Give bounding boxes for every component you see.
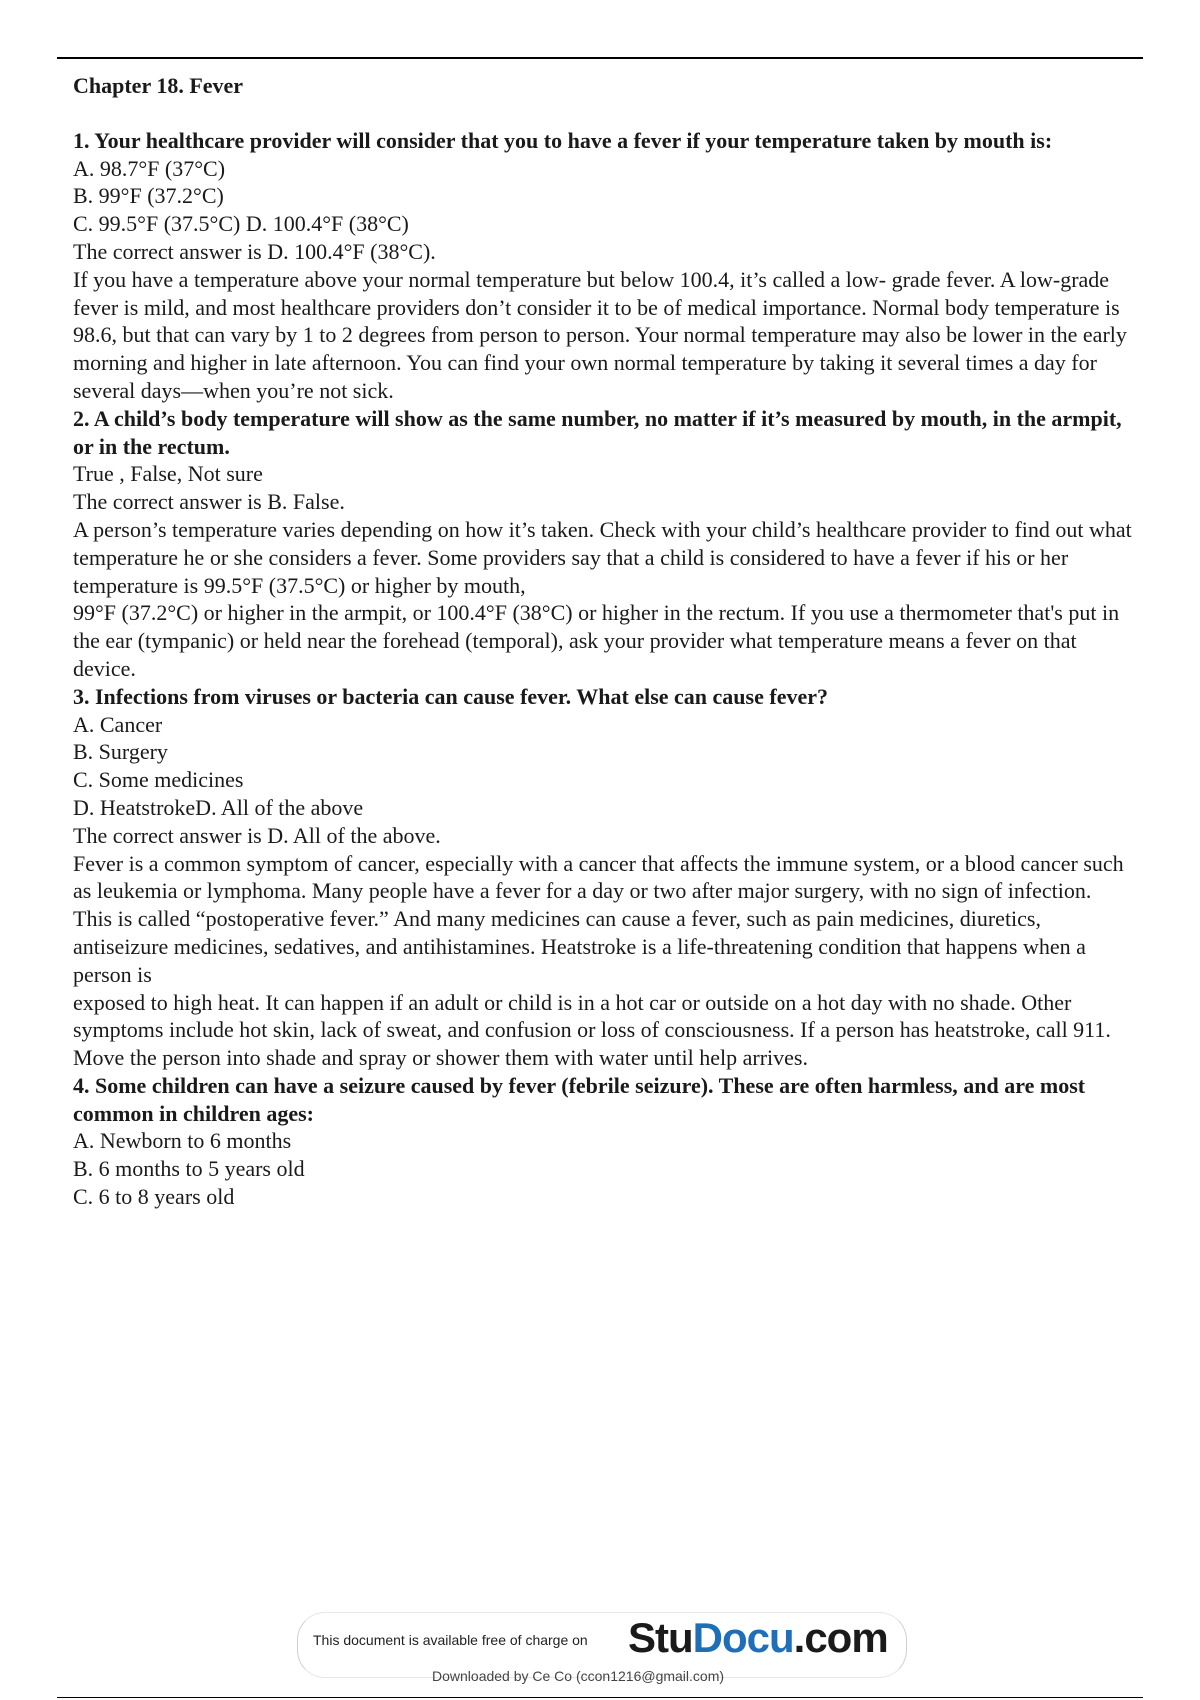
q1-option-a: A. 98.7°F (37°C) [73, 155, 226, 181]
question-1: 1. Your healthcare provider will consider that you to have a fever if your temperature taken by mouth is: [73, 127, 1053, 153]
q3-explanation-1: Fever is a common symptom of cancer, especially with a cancer that affects the immune system, or a blood cancer such as leukemia or lymphoma. Many people have a fever for a day or two after major surgery, with no sign of infection. This is called “postoperative fever.” And many medicines can cause a fever, such as pain medicines, diuretics, antiseizure medicines, sedatives, and antihistamines. Heatstroke is a life-threatening condition that happens when a person is [73, 850, 1124, 987]
chapter-title: Chapter 18. Fever [73, 73, 244, 98]
q2-answer: The correct answer is B. False. [73, 489, 345, 515]
download-note: Downloaded by Ce Co (ccon1216@gmail.com) [432, 1668, 725, 1684]
bottom-rule [57, 1697, 1143, 1698]
q1-option-c-d: C. 99.5°F (37.5°C) D. 100.4°F (38°C) [73, 211, 409, 237]
q1-option-b: B. 99°F (37.2°C) [73, 183, 224, 209]
q3-option-b: B. Surgery [73, 739, 168, 765]
top-rule [57, 57, 1143, 59]
q4-option-c: C. 6 to 8 years old [73, 1184, 235, 1210]
document-body [73, 72, 1133, 1211]
q4-option-a: A. Newborn to 6 months [73, 1128, 292, 1154]
question-4: 4. Some children can have a seizure caused by fever (febrile seizure). These are often harmless, and are most common in children ages: [73, 1072, 1086, 1126]
logo-stu: Stu [628, 1614, 693, 1661]
studocu-logo[interactable] [628, 1614, 888, 1662]
question-2: 2. A child’s body temperature will show as the same number, no matter if it’s measured by mouth, in the armpit, or in the rectum. [73, 405, 1122, 459]
q3-option-a: A. Cancer [73, 711, 163, 737]
logo-com: .com [793, 1614, 888, 1661]
footer-available-text: This document is available free of charge on [313, 1632, 588, 1648]
q1-explanation: If you have a temperature above your normal temperature but below 100.4, it’s called a low- grade fever. A low-grade fever is mild, and most healthcare providers don’t consider it to be of medical importance. Normal body temperature is 98.6, but that can vary by 1 to 2 degrees from person to person. Your normal temperature may also be lower in the early morning and higher in late afternoon. You can find your own normal temperature by taking it several times a day for several days—when you’re not sick. [73, 266, 1127, 403]
q2-explanation-2: 99°F (37.2°C) or higher in the armpit, or 100.4°F (38°C) or higher in the rectum. If you use a thermometer that's put in the ear (tympanic) or held near the forehead (temporal), ask your provider what temperature means a fever on that device. [73, 600, 1120, 681]
question-3: 3. Infections from viruses or bacteria can cause fever. What else can cause fever? [73, 683, 828, 709]
logo-docu: Docu [692, 1614, 794, 1661]
q2-explanation-1: A person’s temperature varies depending on how it’s taken. Check with your child’s healthcare provider to find out what temperature he or she considers a fever. Some providers say that a child is considered to have a fever if his or her temperature is 99.5°F (37.5°C) or higher by mouth, [73, 516, 1132, 598]
q3-option-c: C. Some medicines [73, 767, 244, 793]
q3-explanation-2: exposed to high heat. It can happen if an adult or child is in a hot car or outside on a hot day with no shade. Other symptoms include hot skin, lack of sweat, and confusion or loss of consciousness. If a person has heatstroke, call 911. Move the person into shade and spray or shower them with water until help arrives. [73, 989, 1111, 1071]
q3-answer: The correct answer is D. All of the above. [73, 822, 441, 848]
q4-option-b: B. 6 months to 5 years old [73, 1156, 305, 1182]
q3-option-d: D. HeatstrokeD. All of the above [73, 794, 364, 820]
q1-answer: The correct answer is D. 100.4°F (38°C). [73, 238, 436, 264]
q2-options: True , False, Not sure [73, 461, 263, 487]
